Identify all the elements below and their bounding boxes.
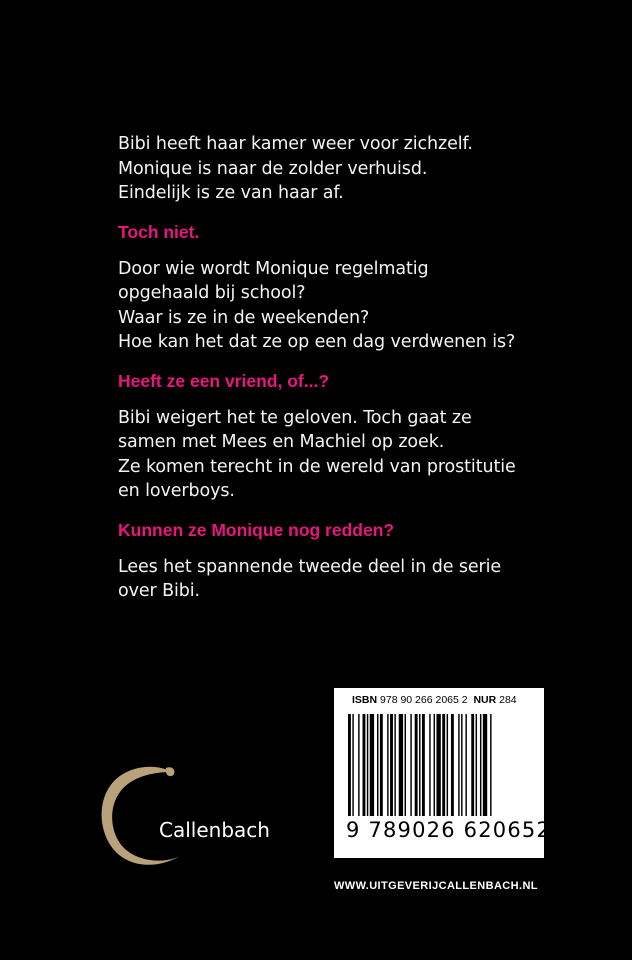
barcode-bar [415,714,418,816]
barcode-bar [483,714,487,816]
barcode-bar [352,714,353,816]
barcode-bar [387,714,388,816]
callenbach-logo-icon [94,760,194,870]
isbn-label: ISBN [352,694,378,706]
barcode-bar [447,714,448,816]
barcode-bar [422,714,425,816]
barcode-bar [461,714,462,816]
text-line: Ze komen terecht in de wereld van prostitutie [118,456,516,477]
highlight-heading-1: Toch niet. [118,221,200,242]
isbn-number: 978 90 266 2065 2 [380,694,468,706]
text-line: Hoe kan het dat ze op een dag verdwenen is? [118,332,516,352]
barcode-bar [490,714,491,816]
barcode-bar [434,714,435,816]
text-line: Bibi heeft haar kamer weer voor zichzelf. [118,134,473,154]
paragraph-2 [118,257,548,355]
barcode-bar [348,714,351,816]
highlight-heading-3: Kunnen ze Monique nog redden? [118,519,395,540]
barcode-bar [380,714,383,816]
barcode-bar [410,714,411,816]
back-cover-blurb [118,132,548,618]
barcode-bar [442,714,445,816]
text-line: en loverboys. [118,481,235,501]
paragraph-3 [118,406,548,504]
barcode-bar [390,714,393,816]
text-line: opgehaald bij school? [118,283,306,303]
publisher-name: Callenbach [159,818,270,842]
barcode-bar [465,714,466,816]
publisher-website: WWW.UITGEVERIJCALLENBACH.NL [334,880,538,892]
barcode-bar [399,714,403,816]
text-line: over Bibi. [118,581,200,601]
text-line: Monique is naar de zolder verhuisd. [118,158,428,179]
text-line: Waar is ze in de weekenden? [118,307,370,328]
text-line: samen met Mees en Machiel op zoek. [118,432,445,452]
barcode-bar [358,714,359,816]
barcode-bar [419,714,420,816]
isbn-line [352,694,517,706]
nur-label: NUR [473,694,497,706]
text-line: Eindelijk is ze van haar af. [118,183,344,203]
barcode-bar [394,714,395,816]
barcode-bar [429,714,430,816]
barcode-bar [363,714,366,816]
barcode-bar [480,714,481,816]
highlight-heading-2: Heeft ze een vriend, of...? [118,370,330,391]
paragraph-1 [118,132,548,206]
barcode-bar [471,714,474,816]
barcode-bar [436,714,440,816]
text-line: Bibi weigert het te geloven. Toch gaat ze [118,407,472,428]
barcode-bar [367,714,368,816]
barcode-bar [476,714,477,816]
barcode-digits: 9 789026 620652 [346,818,552,842]
nur-number: 284 [499,694,517,706]
text-line: Lees het spannende tweede deel in de serie [118,556,502,577]
paragraph-4 [118,555,548,604]
barcode-bars [348,714,534,816]
barcode-bar [458,714,459,816]
text-line: Door wie wordt Monique regelmatig [118,258,429,279]
barcode-bar [370,714,374,816]
barcode-bar [451,714,454,816]
barcode-bar [377,714,378,816]
barcode-panel [334,688,552,858]
barcode-bar [405,714,406,816]
